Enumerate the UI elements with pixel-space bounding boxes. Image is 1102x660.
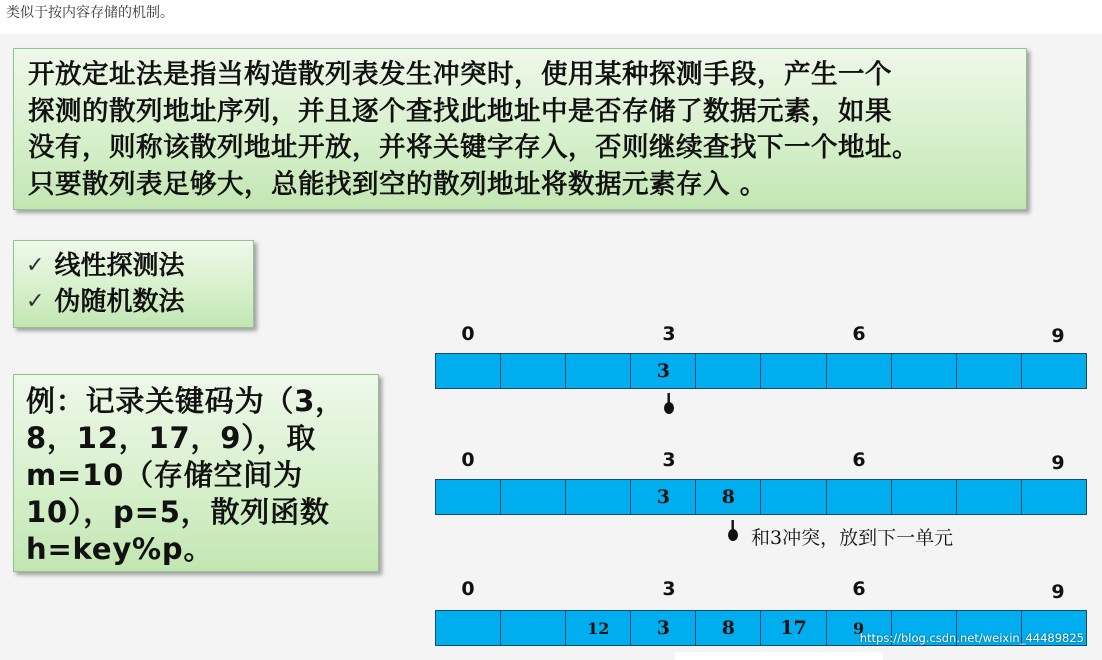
array-cell: [957, 480, 1022, 514]
array-cell: [501, 480, 566, 514]
method-item-linear-probing: [26, 249, 184, 283]
example-box: [13, 374, 379, 572]
index-label-6: 6: [852, 449, 866, 471]
example-line: 例：记录关键码为（3，: [26, 384, 345, 418]
array-cell: 17: [761, 611, 826, 645]
pointer-hand-icon: [727, 520, 739, 542]
array-cell: [436, 480, 501, 514]
example-line: m=10（存储空间为: [26, 458, 303, 492]
watermark-url: https://blog.csdn.net/weixin_44489825: [859, 631, 1084, 645]
array-cell: [566, 480, 631, 514]
definition-line: 探测的散列地址序列，并且逐个查找此地址中是否存储了数据元素，如果: [28, 95, 892, 127]
definition-line: 开放定址法是指当构造散列表发生冲突时，使用某种探测手段，产生一个: [28, 59, 892, 90]
definition-line: 只要散列表足够大，总能找到空的散列地址将数据元素存入 。: [28, 168, 767, 200]
array-cell: 3: [631, 354, 696, 388]
index-label-3: 3: [662, 449, 676, 471]
method-label: 线性探测法: [54, 251, 185, 281]
index-label-6: 6: [852, 578, 866, 600]
array-cell: [892, 480, 957, 514]
check-icon: ✓: [26, 289, 45, 314]
definition-text: [28, 57, 1018, 203]
definition-box: [13, 48, 1027, 210]
blank-strip: [675, 652, 883, 660]
array-cell: 3: [631, 611, 696, 645]
array-cell: [501, 354, 566, 388]
array-cell: [761, 354, 826, 388]
hash-array-step-1: [435, 353, 1087, 389]
array-cell: 8: [696, 480, 761, 514]
definition-line: 没有，则称该散列地址开放，并将关键字存入，否则继续查找下一个地址。: [28, 132, 919, 163]
index-label-6: 6: [852, 323, 866, 345]
methods-box: [13, 240, 254, 328]
array-cell: [827, 354, 892, 388]
hash-array-step-2: [435, 479, 1087, 515]
index-label-9: 9: [1051, 452, 1065, 474]
example-line: h=key%p。: [26, 532, 214, 566]
array-cell: [892, 354, 957, 388]
array-cell: [436, 611, 501, 645]
array-cell: 9: [827, 611, 892, 645]
array-cell: [566, 354, 631, 388]
intro-line: 类似于按内容存储的机制。: [6, 5, 174, 21]
index-label-3: 3: [662, 323, 676, 345]
array-cell: [1022, 480, 1086, 514]
array-cell: 8: [696, 611, 761, 645]
index-label-0: 0: [461, 449, 475, 471]
method-label: 伪随机数法: [54, 287, 185, 317]
array-cell: [827, 480, 892, 514]
index-label-0: 0: [461, 323, 475, 345]
index-label-9: 9: [1051, 325, 1065, 347]
index-label-9: 9: [1051, 581, 1065, 603]
array-cell: [696, 354, 761, 388]
example-line: 8，12，17，9），取: [26, 421, 317, 455]
slide: [0, 34, 1102, 660]
index-label-0: 0: [461, 578, 475, 600]
array-cell: [501, 611, 566, 645]
index-label-3: 3: [662, 578, 676, 600]
array-cell: [761, 480, 826, 514]
array-cell: [1022, 354, 1086, 388]
example-text: [26, 383, 370, 568]
array-cell: 3: [631, 480, 696, 514]
pointer-hand-icon: [663, 393, 675, 415]
array-cell: [436, 354, 501, 388]
example-line: 10），p=5，散列函数: [26, 495, 330, 529]
method-item-pseudo-random: [26, 285, 184, 319]
array-cell: [957, 354, 1022, 388]
conflict-note: 和3冲突，放到下一单元: [751, 527, 954, 549]
array-cell: 12: [566, 611, 631, 645]
check-icon: ✓: [26, 253, 45, 278]
